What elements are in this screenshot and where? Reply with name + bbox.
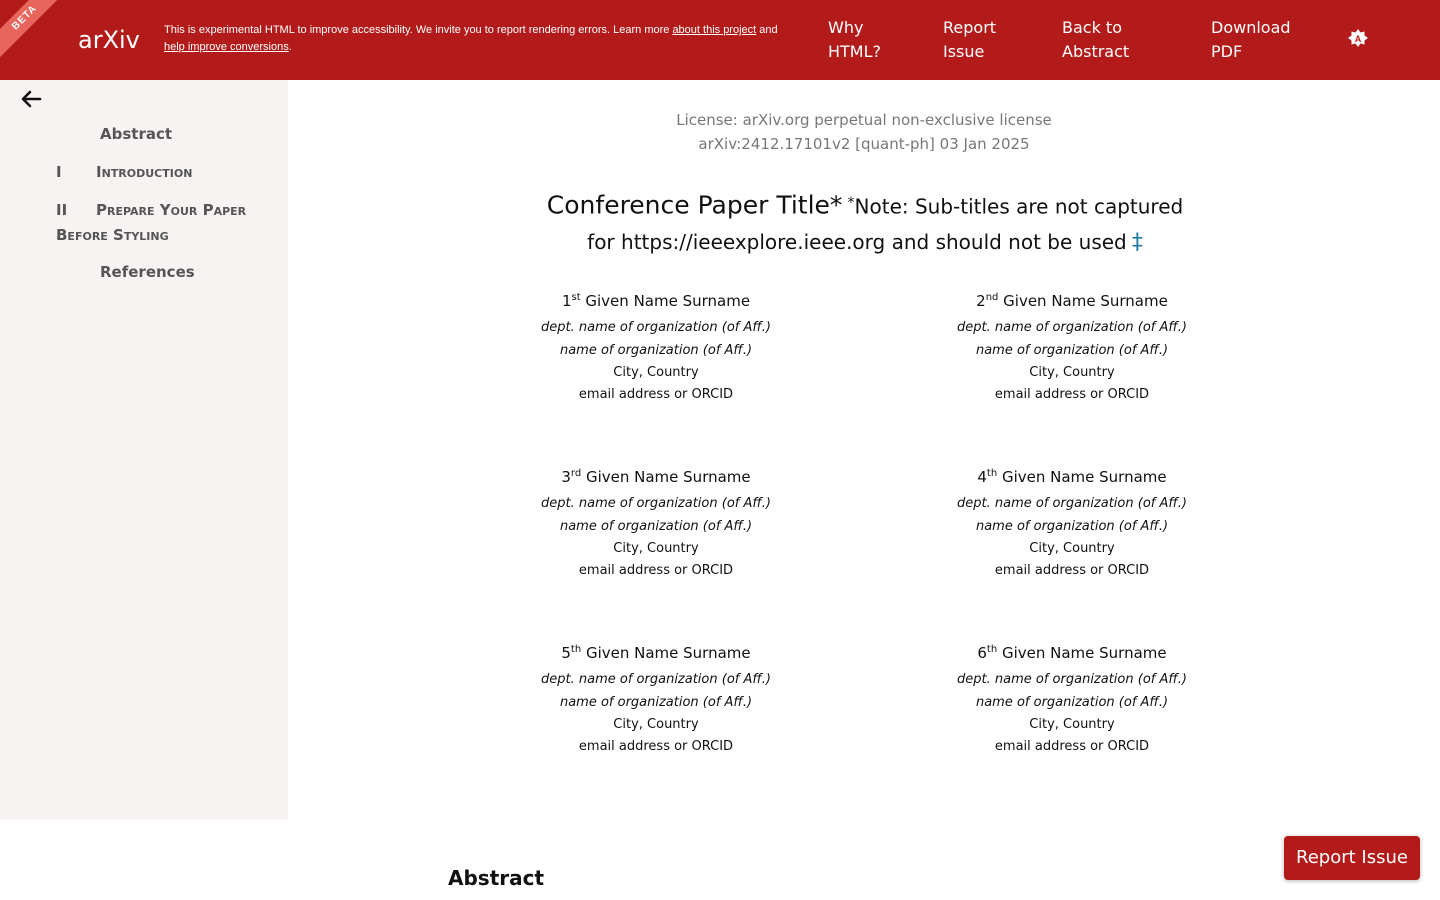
toc-item-introduction[interactable] <box>56 160 192 185</box>
author-name <box>506 286 806 316</box>
toc-item-label-line1: Prepare Your Paper <box>96 201 247 219</box>
author-block <box>506 638 806 758</box>
author-email: email address or ORCID <box>578 563 734 578</box>
notice-text: This is experimental HTML to improve accessibility. We invite you to report rendering errors. Learn more <box>164 24 673 36</box>
author-name-text: Given Name Surname <box>997 468 1167 486</box>
author-email: email address or ORCID <box>994 387 1150 402</box>
author-org: name of organization (of Aff.) <box>559 519 753 534</box>
author-ordinal: 1 <box>561 292 572 310</box>
author-ordinal-suffix: th <box>986 468 998 479</box>
title-note-line1: Note: Sub-titles are not captured <box>854 194 1184 219</box>
nav-download-line2: PDF <box>1211 42 1243 61</box>
title-main: Conference Paper Title* <box>546 190 843 220</box>
experimental-notice <box>164 22 814 56</box>
toc-sidebar <box>0 80 288 820</box>
author-city: City, Country <box>1029 717 1115 732</box>
author-ordinal-suffix: nd <box>985 292 999 303</box>
nav-back-line2: Abstract <box>1062 42 1130 61</box>
author-city: City, Country <box>1029 541 1115 556</box>
toc-item-label-line2: Before Styling <box>56 226 169 244</box>
nav-back-line1: Back to <box>1062 18 1122 37</box>
author-ordinal: 4 <box>977 468 987 486</box>
brightness-auto-icon[interactable] <box>1347 28 1369 50</box>
author-name-text: Given Name Surname <box>997 644 1167 662</box>
author-name-text: Given Name Surname <box>998 292 1168 310</box>
author-email: email address or ORCID <box>578 739 734 754</box>
abstract-heading: Abstract <box>448 866 545 890</box>
author-ordinal: 3 <box>561 468 571 486</box>
author-ordinal: 6 <box>977 644 987 662</box>
arxiv-id: arXiv:2412.17101v2 [quant-ph] 03 Jan 2025 <box>698 135 1030 153</box>
beta-ribbon: BETA <box>0 0 71 64</box>
author-block <box>506 462 806 582</box>
author-block <box>922 638 1222 758</box>
toc-item-number: II <box>56 201 68 219</box>
nav-back-to-abstract[interactable] <box>1062 16 1129 64</box>
toc-item-label: Abstract <box>100 125 173 143</box>
help-conversions-link[interactable]: help improve conversions <box>164 41 289 53</box>
author-ordinal-suffix: th <box>570 644 582 655</box>
toc-item-references[interactable] <box>100 260 195 285</box>
author-name <box>922 638 1222 668</box>
paper-title <box>520 186 1210 261</box>
toc-item-abstract[interactable] <box>100 122 172 147</box>
author-name-text: Given Name Surname <box>580 292 751 310</box>
nav-why-html-line2: HTML? <box>828 42 882 61</box>
author-dept: dept. name of organization (of Aff.) <box>541 320 771 335</box>
author-org: name of organization (of Aff.) <box>559 343 753 358</box>
author-name-text: Given Name Surname <box>581 468 751 486</box>
author-ordinal: 5 <box>561 644 571 662</box>
nav-download-pdf[interactable] <box>1211 16 1291 64</box>
author-block <box>922 462 1222 582</box>
author-org: name of organization (of Aff.) <box>975 519 1169 534</box>
nav-report-issue-line1: Report <box>943 18 997 37</box>
toc-item-prepare-paper[interactable] <box>56 198 276 248</box>
author-block <box>506 286 806 406</box>
author-org: name of organization (of Aff.) <box>975 695 1169 710</box>
author-org: name of organization (of Aff.) <box>975 343 1169 358</box>
author-ordinal: 2 <box>976 292 986 310</box>
author-dept: dept. name of organization (of Aff.) <box>541 672 771 687</box>
nav-why-html-line1: Why <box>828 18 864 37</box>
author-city: City, Country <box>613 365 699 380</box>
notice-mid: and <box>756 24 778 36</box>
author-city: City, Country <box>613 717 699 732</box>
nav-report-issue-line2: Issue <box>943 42 985 61</box>
author-city: City, Country <box>1029 365 1115 380</box>
author-dept: dept. name of organization (of Aff.) <box>957 496 1187 511</box>
author-dept: dept. name of organization (of Aff.) <box>957 320 1187 335</box>
author-city: City, Country <box>613 541 699 556</box>
author-dept: dept. name of organization (of Aff.) <box>957 672 1187 687</box>
nav-download-line1: Download <box>1211 18 1291 37</box>
title-dagger-link[interactable]: ‡ <box>1131 230 1143 256</box>
toc-item-label: Introduction <box>96 163 193 181</box>
author-ordinal-suffix: rd <box>570 468 582 479</box>
nav-report-issue[interactable] <box>943 16 996 64</box>
nav-why-html[interactable] <box>828 16 881 64</box>
author-email: email address or ORCID <box>578 387 734 402</box>
author-name <box>506 638 806 668</box>
arxiv-logo[interactable] <box>78 20 152 60</box>
license-text: License: arXiv.org perpetual non-exclusive license <box>676 111 1052 129</box>
notice-end: . <box>288 41 292 53</box>
toc-item-number: I <box>56 163 62 181</box>
arrow-left-icon[interactable] <box>20 90 42 108</box>
author-name <box>922 286 1222 316</box>
title-footnote-mark[interactable]: * <box>847 195 855 211</box>
report-issue-button[interactable]: Report Issue <box>1284 836 1420 880</box>
author-email: email address or ORCID <box>994 739 1150 754</box>
author-block <box>922 286 1222 406</box>
author-email: email address or ORCID <box>994 563 1150 578</box>
author-ordinal-suffix: th <box>986 644 998 655</box>
author-name <box>506 462 806 492</box>
title-note-line2: for https://ieeexplore.ieee.org and should not be used <box>587 230 1127 255</box>
top-header <box>0 0 1440 80</box>
toc-item-label: References <box>100 263 195 281</box>
author-name <box>922 462 1222 492</box>
logo-text: arXiv <box>78 26 140 54</box>
svg-text:A: A <box>1354 34 1362 44</box>
author-name-text: Given Name Surname <box>581 644 751 662</box>
author-dept: dept. name of organization (of Aff.) <box>541 496 771 511</box>
author-ordinal-suffix: st <box>571 292 581 303</box>
author-org: name of organization (of Aff.) <box>559 695 753 710</box>
about-project-link[interactable]: about this project <box>672 24 757 36</box>
